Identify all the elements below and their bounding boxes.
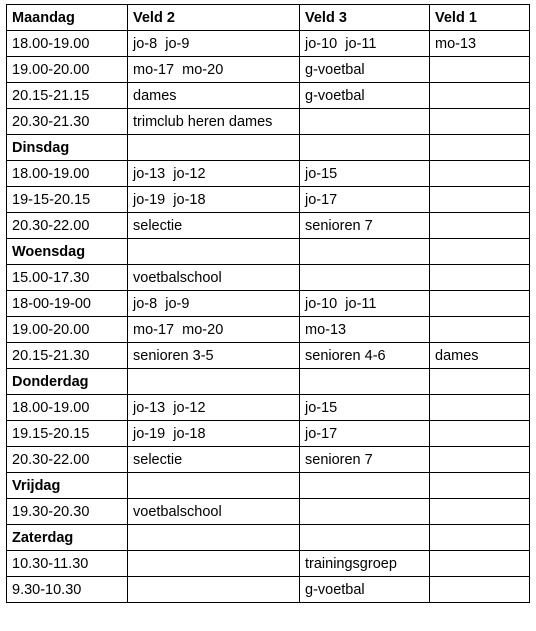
time-cell: 19.00-20.00 <box>7 317 128 343</box>
veld3-cell: g-voetbal <box>300 57 430 83</box>
veld1-cell <box>430 551 530 577</box>
time-cell: 19.15-20.15 <box>7 421 128 447</box>
veld3-cell: jo-10 jo-11 <box>300 31 430 57</box>
empty-cell <box>128 525 300 551</box>
table-row <box>7 161 530 187</box>
veld2-cell: voetbalschool <box>128 499 300 525</box>
table-row <box>7 395 530 421</box>
veld2-cell: jo-13 jo-12 <box>128 161 300 187</box>
empty-cell <box>300 239 430 265</box>
day-label-cell: Donderdag <box>7 369 128 395</box>
veld2-cell: senioren 3-5 <box>128 343 300 369</box>
table-row <box>7 317 530 343</box>
veld2-cell: dames <box>128 83 300 109</box>
table-row <box>7 213 530 239</box>
veld2-cell: selectie <box>128 447 300 473</box>
time-cell: 20.15-21.30 <box>7 343 128 369</box>
time-cell: 18.00-19.00 <box>7 395 128 421</box>
empty-cell <box>430 369 530 395</box>
schedule-body <box>7 31 530 603</box>
time-cell: 10.30-11.30 <box>7 551 128 577</box>
time-cell: 20.30-22.00 <box>7 447 128 473</box>
veld1-cell <box>430 317 530 343</box>
time-cell: 15.00-17.30 <box>7 265 128 291</box>
header-veld2-cell: Veld 2 <box>128 5 300 31</box>
veld3-cell <box>300 265 430 291</box>
day-header-row <box>7 135 530 161</box>
day-label-cell: Dinsdag <box>7 135 128 161</box>
veld1-cell <box>430 265 530 291</box>
veld1-cell: dames <box>430 343 530 369</box>
empty-cell <box>430 135 530 161</box>
table-row <box>7 83 530 109</box>
day-header-row <box>7 239 530 265</box>
veld3-cell: senioren 7 <box>300 447 430 473</box>
time-cell: 19.30-20.30 <box>7 499 128 525</box>
veld2-cell: jo-19 jo-18 <box>128 187 300 213</box>
header-row <box>7 5 530 31</box>
veld3-cell: g-voetbal <box>300 577 430 603</box>
veld2-cell: jo-13 jo-12 <box>128 395 300 421</box>
veld2-cell: jo-8 jo-9 <box>128 31 300 57</box>
empty-cell <box>128 473 300 499</box>
empty-cell <box>430 525 530 551</box>
table-row <box>7 265 530 291</box>
table-row <box>7 577 530 603</box>
table-row <box>7 109 530 135</box>
empty-cell <box>128 135 300 161</box>
veld1-cell <box>430 187 530 213</box>
table-row <box>7 187 530 213</box>
empty-cell <box>300 473 430 499</box>
time-cell: 18-00-19-00 <box>7 291 128 317</box>
veld3-cell: senioren 7 <box>300 213 430 239</box>
table-row <box>7 31 530 57</box>
day-label-cell: Vrijdag <box>7 473 128 499</box>
veld3-cell: senioren 4-6 <box>300 343 430 369</box>
veld3-cell: jo-17 <box>300 187 430 213</box>
veld2-cell <box>128 577 300 603</box>
empty-cell <box>128 369 300 395</box>
veld1-cell <box>430 213 530 239</box>
veld1-cell <box>430 291 530 317</box>
veld2-cell: voetbalschool <box>128 265 300 291</box>
time-cell: 19-15-20.15 <box>7 187 128 213</box>
veld1-cell <box>430 83 530 109</box>
veld3-cell: jo-15 <box>300 161 430 187</box>
veld3-cell <box>300 109 430 135</box>
veld2-cell: jo-19 jo-18 <box>128 421 300 447</box>
time-cell: 9.30-10.30 <box>7 577 128 603</box>
time-cell: 20.30-21.30 <box>7 109 128 135</box>
day-header-row <box>7 369 530 395</box>
table-row <box>7 421 530 447</box>
veld1-cell <box>430 395 530 421</box>
time-cell: 20.30-22.00 <box>7 213 128 239</box>
header-veld1-cell: Veld 1 <box>430 5 530 31</box>
training-schedule-table <box>6 4 530 603</box>
veld2-cell: mo-17 mo-20 <box>128 317 300 343</box>
veld1-cell <box>430 421 530 447</box>
veld2-cell: trimclub heren dames <box>128 109 300 135</box>
header-veld3-cell: Veld 3 <box>300 5 430 31</box>
empty-cell <box>300 525 430 551</box>
time-cell: 18.00-19.00 <box>7 161 128 187</box>
veld2-cell <box>128 551 300 577</box>
table-row <box>7 343 530 369</box>
veld1-cell <box>430 499 530 525</box>
veld2-cell: selectie <box>128 213 300 239</box>
veld3-cell: mo-13 <box>300 317 430 343</box>
table-row <box>7 291 530 317</box>
day-header-row <box>7 525 530 551</box>
veld2-cell: jo-8 jo-9 <box>128 291 300 317</box>
veld1-cell: mo-13 <box>430 31 530 57</box>
empty-cell <box>300 369 430 395</box>
veld1-cell <box>430 109 530 135</box>
veld3-cell: trainingsgroep <box>300 551 430 577</box>
empty-cell <box>300 135 430 161</box>
empty-cell <box>430 473 530 499</box>
empty-cell <box>430 239 530 265</box>
veld3-cell: jo-17 <box>300 421 430 447</box>
table-row <box>7 57 530 83</box>
veld3-cell <box>300 499 430 525</box>
veld1-cell <box>430 447 530 473</box>
day-header-row <box>7 473 530 499</box>
time-cell: 20.15-21.15 <box>7 83 128 109</box>
veld3-cell: g-voetbal <box>300 83 430 109</box>
veld3-cell: jo-10 jo-11 <box>300 291 430 317</box>
table-row <box>7 447 530 473</box>
empty-cell <box>128 239 300 265</box>
day-label-cell: Woensdag <box>7 239 128 265</box>
veld1-cell <box>430 57 530 83</box>
time-cell: 19.00-20.00 <box>7 57 128 83</box>
table-row <box>7 551 530 577</box>
header-day-cell: Maandag <box>7 5 128 31</box>
day-label-cell: Zaterdag <box>7 525 128 551</box>
veld2-cell: mo-17 mo-20 <box>128 57 300 83</box>
time-cell: 18.00-19.00 <box>7 31 128 57</box>
table-row <box>7 499 530 525</box>
veld1-cell <box>430 161 530 187</box>
veld3-cell: jo-15 <box>300 395 430 421</box>
veld1-cell <box>430 577 530 603</box>
